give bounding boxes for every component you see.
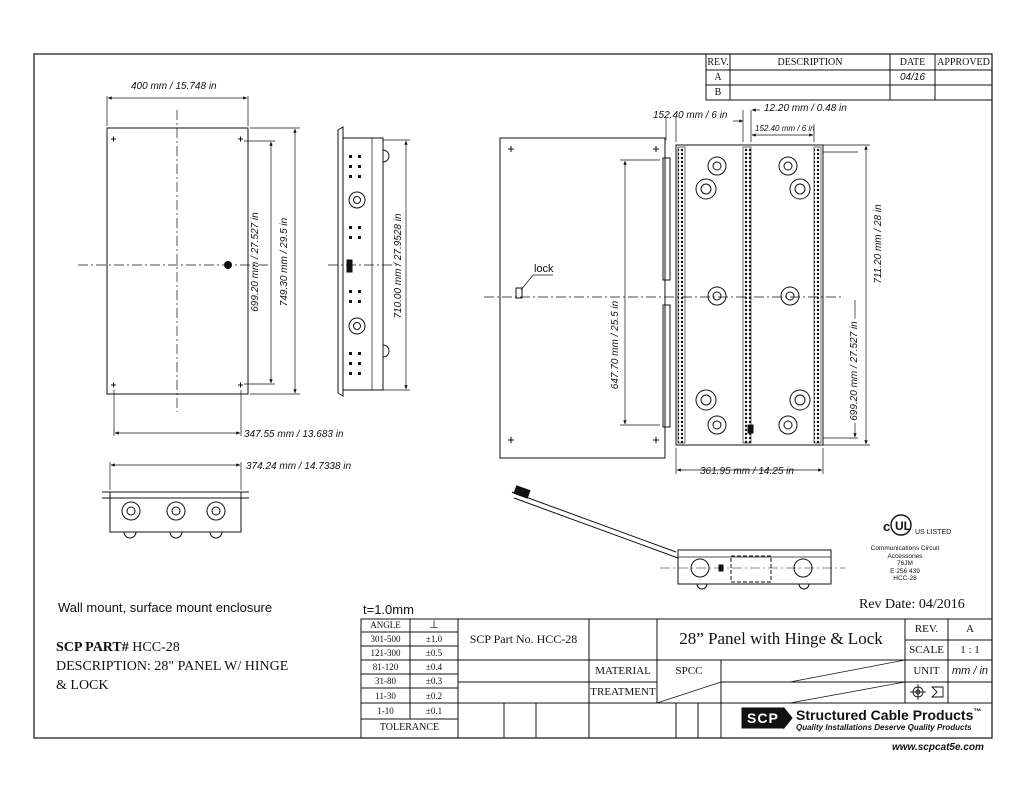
- tolerance-header-left: ANGLE: [370, 620, 401, 630]
- dim-open-door-height: 647.70 mm / 25.5 in: [610, 300, 621, 390]
- dim-front-width: 400 mm / 15.748 in: [131, 81, 217, 92]
- description-label: DESCRIPTION:: [56, 659, 151, 674]
- logo-badge-text: SCP: [747, 710, 779, 726]
- scale-label: SCALE: [909, 644, 944, 656]
- cert-line: E 256 439: [890, 567, 920, 575]
- rev-row-a: A: [714, 72, 722, 83]
- cert-line: HCC-28: [893, 575, 917, 582]
- approved-header: APPROVED: [937, 57, 990, 68]
- description-line-2: & LOCK: [56, 678, 109, 693]
- tolerance-value: ±0.2: [425, 691, 443, 701]
- enclosure-caption: Wall mount, surface mount enclosure: [58, 600, 273, 615]
- logo-name: Structured Cable Products: [796, 707, 974, 723]
- open-view: [484, 110, 870, 474]
- rev-row-b: B: [714, 87, 722, 98]
- svg-text:UL: UL: [895, 519, 911, 533]
- dim-bottom-width: 374.24 mm / 14.7338 in: [246, 461, 352, 472]
- tolerance-range: 81-120: [372, 662, 399, 672]
- tolerance-value: ±0.1: [425, 706, 443, 716]
- tolerance-header-right: ⊥: [429, 619, 439, 631]
- unit-value: mm / in: [951, 665, 989, 677]
- description-header: DESCRIPTION: [777, 57, 843, 68]
- rev-value: A: [966, 623, 974, 635]
- description-line: [56, 660, 288, 674]
- dim-open-inner-height: 699.20 mm / 27.527 in: [849, 321, 860, 421]
- website-link[interactable]: www.scpcat5e.com: [892, 742, 984, 753]
- tolerance-value: ±1.0: [425, 634, 443, 644]
- rev-row-a-date: 04/16: [899, 72, 926, 83]
- ul-listed-text: US LISTED: [915, 529, 952, 536]
- scale-value: 1 : 1: [960, 644, 980, 656]
- cert-line: Accessories: [887, 552, 923, 560]
- thickness-note: t=1.0mm: [363, 602, 414, 617]
- rev-header: REV.: [707, 57, 729, 68]
- dim-open-outer-height: 711.20 mm / 28 in: [873, 204, 884, 284]
- tolerance-value: ±0.3: [425, 676, 443, 686]
- logo-trademark: ™: [973, 707, 982, 716]
- part-number: HCC-28: [132, 640, 180, 655]
- cert-line: Communications Circuit: [870, 545, 940, 552]
- tolerance-range: 31-80: [375, 676, 396, 686]
- tolerance-value: ±0.5: [425, 648, 443, 658]
- description-text: 28" PANEL W/ HINGE: [154, 659, 289, 674]
- title-part-no: SCP Part No. HCC-28: [469, 632, 578, 646]
- dim-open-inner-small: 152.40 mm / 6 in: [755, 124, 815, 133]
- date-header: DATE: [899, 57, 926, 68]
- dim-open-hinge-offset: 12.20 mm / 0.48 in: [764, 103, 847, 114]
- dim-open-width: 361.95 mm / 14.25 in: [700, 466, 794, 477]
- treatment-label: TREATMENT: [590, 686, 656, 698]
- ul-mark: [883, 515, 911, 535]
- tolerance-range: 1-10: [377, 706, 394, 716]
- dim-side-height: 710.00 mm / 27.9528 in: [393, 213, 404, 319]
- drawing-title: 28” Panel with Hinge & Lock: [679, 629, 883, 648]
- logo-tagline: Quality Installations Deserve Quality Products: [796, 723, 972, 732]
- tolerance-range: 11-30: [375, 691, 396, 701]
- tolerance-range: 301-500: [370, 634, 401, 644]
- certification-block: [860, 545, 950, 583]
- open-side-view: [512, 486, 845, 589]
- part-label: SCP PART#: [56, 640, 129, 655]
- svg-text:c: c: [883, 519, 891, 534]
- part-number-line: [56, 641, 180, 655]
- front-view: [78, 96, 300, 436]
- dim-front-outer-height: 749.30 mm / 29.5 in: [279, 217, 290, 307]
- tolerance-range: 121-300: [370, 648, 401, 658]
- dim-front-mount-width: 347.55 mm / 13.683 in: [244, 429, 344, 440]
- projection-symbol: [910, 684, 943, 700]
- material-value: SPCC: [675, 665, 703, 677]
- rev-label: REV.: [914, 623, 939, 635]
- material-label: MATERIAL: [595, 665, 651, 677]
- dim-front-inner-height: 699.20 mm / 27.527 in: [250, 212, 261, 312]
- tolerance-value: ±0.4: [425, 662, 443, 672]
- dim-open-door-width: 152.40 mm / 6 in: [653, 110, 728, 121]
- cert-line: 76JM: [897, 560, 913, 567]
- logo-company-name: [796, 708, 981, 722]
- tolerance-footer: TOLERANCE: [379, 722, 440, 733]
- rev-date: Rev Date: 04/2016: [859, 597, 965, 612]
- bottom-view: [102, 462, 249, 538]
- unit-label: UNIT: [913, 665, 940, 677]
- lock-callout: lock: [534, 263, 554, 275]
